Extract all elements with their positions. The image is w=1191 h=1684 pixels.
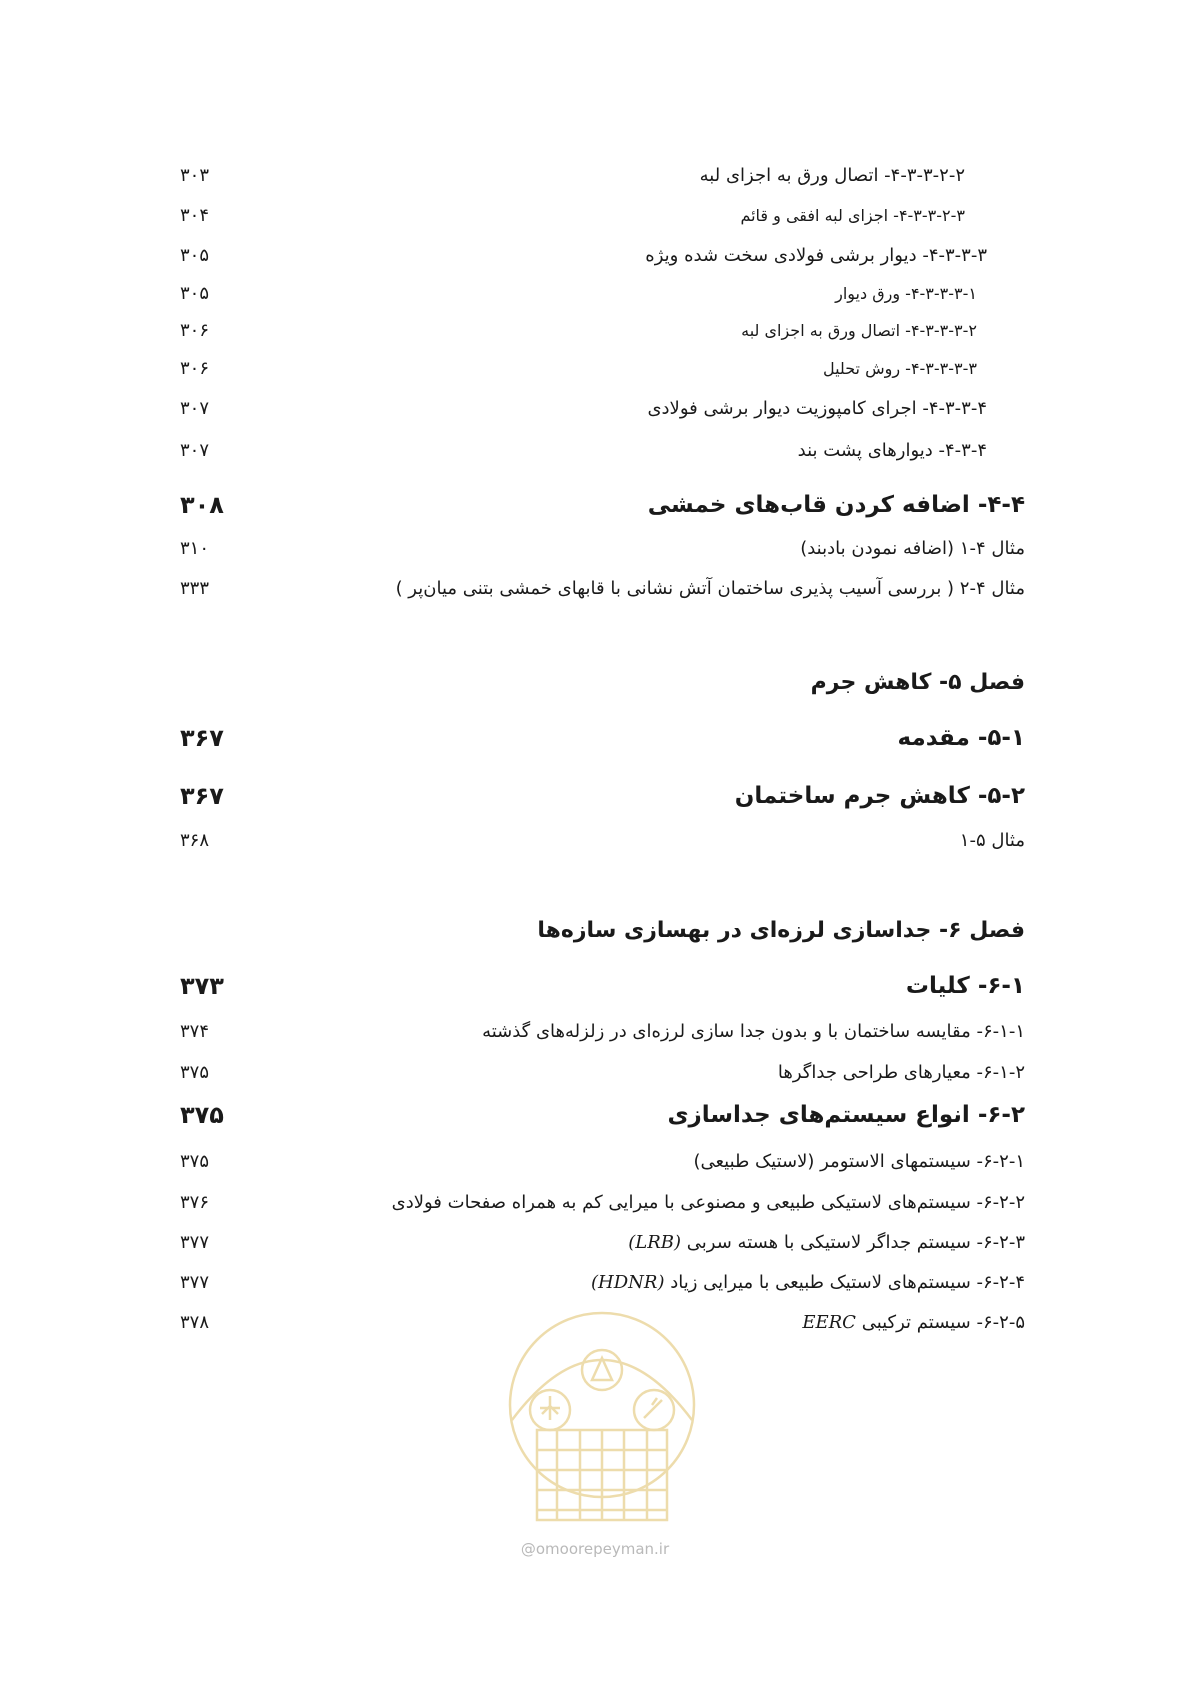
- toc-entry-title: مثال ۴-۱ (اضافه نمودن بادبند): [800, 537, 1025, 559]
- toc-page-number: ۳۰۷: [180, 439, 210, 461]
- chapter-title: فصل ۶- جداسازی لرزه‌ای در بهسازی سازه‌ها: [537, 917, 1025, 943]
- toc-page-number: ۳۶۷: [180, 782, 224, 810]
- toc-page-number: ۳۷۵: [180, 1101, 224, 1129]
- toc-page-number: ۳۰۶: [180, 319, 210, 341]
- toc-row-heading[interactable]: [180, 776, 1025, 816]
- toc-entry-title: ۶-۱- کلیات: [905, 973, 1025, 999]
- toc-page-number: ۳۷۳: [180, 972, 224, 1000]
- toc-entry-title: ۶-۱-۱- مقایسه ساختمان با و بدون جدا سازی لرزه‌ای در زلزله‌های گذشته: [482, 1020, 1025, 1042]
- watermark-site: @omoorepeyman.ir: [520, 1540, 670, 1558]
- toc-entry-title: ۴-۳-۳-۳-۱- ورق دیوار: [835, 283, 977, 303]
- toc-page-number: ۳۳۳: [180, 577, 210, 599]
- toc-page-number: ۳۷۷: [180, 1271, 210, 1293]
- toc-page-number: ۳۰۵: [180, 244, 210, 266]
- toc-entry-acronym: EERC: [802, 1311, 856, 1333]
- toc-row[interactable]: [180, 528, 1025, 568]
- toc-row[interactable]: [180, 1182, 1025, 1222]
- toc-entry-title: ۶-۲- انواع سیستم‌های جداسازی: [667, 1102, 1025, 1128]
- toc-page-number: ۳۷۸: [180, 1311, 210, 1333]
- toc-row[interactable]: [180, 273, 1025, 313]
- toc-row-heading[interactable]: [180, 485, 1025, 525]
- toc-page-number: ۳۶۸: [180, 829, 210, 851]
- toc-row[interactable]: [180, 1222, 1025, 1262]
- toc-chapter-heading[interactable]: [180, 910, 1025, 950]
- toc-row[interactable]: [180, 310, 1025, 350]
- toc-entry-title: ۶-۲-۴- سیستم‌های لاستیک طبیعی با میرایی زیاد (HDNR): [590, 1271, 1025, 1293]
- toc-page-number: ۳۰۷: [180, 397, 210, 419]
- toc-page-number: ۳۷۵: [180, 1061, 210, 1083]
- toc-entry-title: ۴-۳-۳-۳-۲- اتصال ورق به اجزای لبه: [741, 320, 977, 340]
- toc-entry-title: ۴-۳-۳-۴- اجرای کامپوزیت دیوار برشی فولادی: [647, 397, 987, 419]
- toc-row[interactable]: [180, 568, 1025, 608]
- toc-row[interactable]: [180, 430, 1025, 470]
- toc-page-number: ۳۰۶: [180, 357, 210, 379]
- toc-row[interactable]: [180, 195, 1025, 235]
- toc-entry-title: ۵-۱- مقدمه: [897, 725, 1025, 751]
- toc-row-heading[interactable]: [180, 718, 1025, 758]
- toc-entry-title: ۶-۲-۱- سیستمهای الاستومر (لاستیک طبیعی): [693, 1150, 1025, 1172]
- toc-page-number: ۳۰۸: [180, 491, 224, 519]
- toc-page-number: ۳۱۰: [180, 537, 210, 559]
- toc-entry-title: مثال ۵-۱: [959, 829, 1025, 851]
- chapter-title: فصل ۵- کاهش جرم: [810, 669, 1025, 695]
- toc-entry-title: ۴-۴- اضافه کردن قاب‌های خمشی: [647, 492, 1025, 518]
- toc-page-number: ۳۰۵: [180, 282, 210, 304]
- toc-page-number: ۳۰۳: [180, 164, 210, 186]
- toc-page-number: ۳۶۷: [180, 724, 224, 752]
- toc-entry-title: ۵-۲- کاهش جرم ساختمان: [734, 783, 1025, 809]
- toc-entry-title: ۶-۲-۲- سیستم‌های لاستیکی طبیعی و مصنوعی با میرایی کم به همراه صفحات فولادی: [391, 1191, 1025, 1213]
- toc-row[interactable]: [180, 820, 1025, 860]
- toc-page-number: ۳۷۵: [180, 1150, 210, 1172]
- toc-row[interactable]: [180, 388, 1025, 428]
- toc-row[interactable]: [180, 1052, 1025, 1092]
- toc-page-number: ۳۷۷: [180, 1231, 210, 1253]
- toc-row[interactable]: [180, 1011, 1025, 1051]
- toc-row[interactable]: [180, 1262, 1025, 1302]
- toc-row[interactable]: [180, 1141, 1025, 1181]
- toc-entry-title: ۶-۲-۵- سیستم ترکیبی EERC: [802, 1311, 1025, 1333]
- toc-row-heading[interactable]: [180, 1095, 1025, 1135]
- toc-row[interactable]: [180, 235, 1025, 275]
- toc-entry-acronym: (LRB): [628, 1231, 682, 1253]
- watermark-logo-icon: [492, 1310, 712, 1560]
- toc-entry-title: مثال ۴-۲ ( بررسی آسیب پذیری ساختمان آتش نشانی با قابهای خمشی بتنی میان‌پر ): [395, 577, 1025, 599]
- toc-entry-title: ۴-۳-۴- دیوارهای پشت بند: [797, 439, 987, 461]
- toc-row[interactable]: [180, 155, 1025, 195]
- toc-page-number: ۳۷۶: [180, 1191, 210, 1213]
- toc-row[interactable]: [180, 348, 1025, 388]
- toc-entry-title: ۴-۳-۳-۳-۳- روش تحلیل: [822, 358, 977, 378]
- toc-page-number: ۳۰۴: [180, 204, 210, 226]
- toc-entry-title: ۴-۳-۳-۳- دیوار برشی فولادی سخت شده ویژه: [645, 244, 987, 266]
- toc-entry-title: ۶-۱-۲- معیارهای طراحی جداگرها: [777, 1061, 1025, 1083]
- toc-entry-title: ۴-۳-۳-۲-۳- اجزای لبه افقی و قائم: [740, 205, 965, 225]
- toc-chapter-heading[interactable]: [180, 662, 1025, 702]
- toc-entry-title: ۴-۳-۳-۲-۲- اتصال ورق به اجزای لبه: [699, 164, 965, 186]
- toc-row-heading[interactable]: [180, 966, 1025, 1006]
- toc-entry-acronym: (HDNR): [590, 1271, 665, 1293]
- toc-page-number: ۳۷۴: [180, 1020, 210, 1042]
- toc-entry-title: ۶-۲-۳- سیستم جداگر لاستیکی با هسته سربی (LRB): [628, 1231, 1025, 1253]
